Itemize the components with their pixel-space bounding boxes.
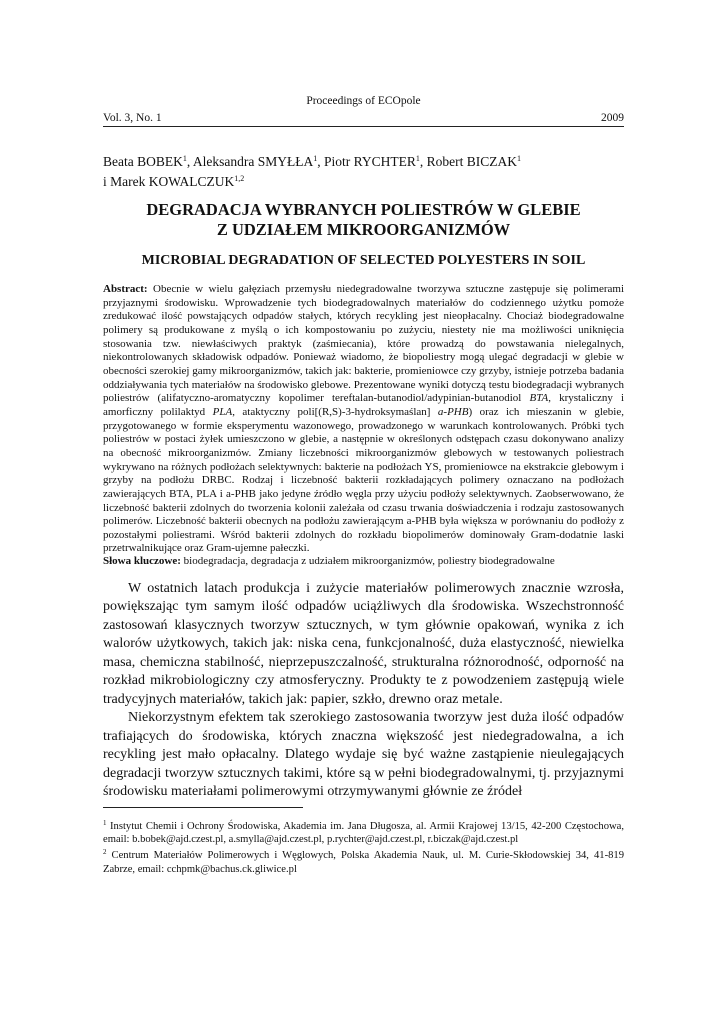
footnotes	[103, 817, 624, 876]
affiliation-mark: 1	[313, 154, 318, 163]
author-name: Marek KOWALCZUK	[110, 174, 235, 189]
abstract	[103, 283, 624, 556]
abstract-term: a-PHB	[437, 405, 469, 418]
title-polish-line: Z UDZIAŁEM MIKROORGANIZMÓW	[216, 220, 511, 239]
footnote-text: Centrum Materiałów Polimerowych i Węglowych, Polska Akademia Nauk, ul. M. Curie-Skłodowskiej 34, 41-819 Zabrze, email: cchpmk@bachus.ck.gliwice.pl	[103, 850, 624, 875]
affiliation-mark: 1	[517, 154, 522, 163]
body-text	[103, 580, 624, 801]
body-paragraph: Niekorzystnym efektem tak szerokiego zastosowania tworzyw jest duża ilość odpadów trafiających do środowiska, których znaczna większość jest niedegradowalna, a ich recykling jest mało opłacalny. Dlatego wydaje się być ważne zastąpienie nieulegających degradacji tworzyw sztucznych takimi, które są w pełni biodegradowalnymi, tj. przyjaznymi środowisku materiałami polimerowymi otrzymywanymi głównie ze źródeł	[103, 710, 624, 799]
affiliation-mark: 1	[415, 154, 420, 163]
body-paragraph: W ostatnich latach produkcja i zużycie materiałów polimerowych znacznie wzrosła, powiększając tym samym ilość odpadów uciążliwych dla środowiska. Wszechstronność zastosowań klasycznych tworzyw sztucznych, w tym głównie opakowań, wynika z ich walorów użytkowych, takich jak: niska cena, funkcjonalność, duża elastyczność, niewielka masa, chemiczna stabilność, nieprzepuszczalność, strukturalna różnorodność, odporność na rozkład mikrobiologiczny czy atmosferyczny. Produkty te z powodzeniem zastępują wiele tradycyjnych materiałów, takich jak: papier, szkło, drewno oraz metale.	[103, 581, 624, 707]
author-conjunction: i	[103, 174, 107, 189]
author-name: Piotr RYCHTER	[324, 154, 416, 169]
title-polish-line: DEGRADACJA WYBRANYCH POLIESTRÓW W GLEBIE	[146, 200, 581, 219]
abstract-text: , ataktyczny poli[(R,S)-3-hydroksymaślan]	[232, 405, 438, 418]
abstract-text: , krystaliczny i amorficzny polilaktyd	[103, 392, 624, 418]
volume-line	[103, 112, 624, 127]
keywords	[103, 555, 624, 568]
abstract-label: Abstract:	[103, 283, 148, 295]
author-name: Aleksandra SMYŁŁA	[192, 154, 314, 169]
publication-year: 2009	[601, 112, 624, 124]
title-english: MICROBIAL DEGRADATION OF SELECTED POLYESTERS IN SOIL	[141, 253, 586, 268]
abstract-term: PLA	[212, 405, 233, 418]
abstract-term: BTA	[529, 392, 549, 405]
author-name: Beata BOBEK	[103, 154, 183, 169]
footnote	[103, 846, 624, 875]
keywords-label: Słowa kluczowe:	[103, 555, 181, 567]
volume-number: Vol. 3, No. 1	[103, 112, 162, 124]
affiliation-mark: 1	[182, 154, 187, 163]
footnote-rule	[103, 807, 303, 808]
affiliation-mark: 1,2	[234, 174, 245, 183]
abstract-text: Obecnie w wielu gałęziach przemysłu niedegradowalne tworzywa sztuczne zastępuje się polimerami przyjaznymi środowisku. Wprowadzenie tych biodegradowalnych materiałów do codziennego użytku pomoże zredukować ilość powstających odpadów stałych, których recykling jest nieopłacalny. Chociaż biodegradowalne polimery są produkowane z myślą o ich kompostowaniu po zużyciu, niestety nie ma możliwości uniknięcia stosowania tzw. niewłaściwych praktyk (zaśmiecania), które prowadzą do powstawania nielegalnych, niekontrolowanych składowisk odpadów. Ponieważ wiadomo, że biopoliestry mogą ulegać degradacji w glebie w obecności szerokiej gamy mikroorganizmów, takich jak: bakterie, promieniowce czy grzyby, istnieje potrzeba badania oddziaływania tych materiałów na środowisko glebowe. Prezentowane wyniki dotyczą testu biodegradacji wybranych poliestrów (alifatyczno-aromatyczny kopolimer tereftalan-butanodiol/adypinian-butanodiol	[103, 283, 624, 405]
author-name: Robert BICZAK	[426, 154, 518, 169]
footnote-mark: 2	[103, 848, 107, 857]
keywords-text: biodegradacja, degradacja z udziałem mikroorganizmów, poliestry biodegradowalne	[180, 555, 555, 567]
abstract-text: ) oraz ich mieszanin w glebie, przygotowanego w formie eksperymentu wazonowego, prowadzonego w warunkach kontrolowanych. Próbki tych poliestrów w postaci żyłek umieszczono w glebie, a następnie w określonych odstępach czasu dokonywano analizy na obecność mikroorganizmów. Zmiany liczebności mikroorganizmów glebowych w testowanych poliestrach wykrywano na różnych podłożach selektywnych: bakterie na podłożach YS, promieniowce na ekstrakcie glebowym i grzyby na podłożu DRBC. Rodzaj i liczebność bakterii rozkładających polimery oznaczano na podłożach zawierających BTA, PLA i a-PHB jako jedyne źródło węgla przy użyciu podłoży selektywnych. Zaobserwowano, że liczebność bakterii zdolnych do tworzenia kolonii zależała od czasu trwania doświadczenia i rodzaju zastosowanych polimerów. Liczebność bakterii obecnych na podłożu zawierającym a-PHB była większa w porównaniu do podłoży z pozostałymi poliestrami. Wśród bakterii zdolnych do rozkładu biopolimerów dominowały Gram-dodatnie laski przetrwalnikujące oraz Gram-ujemne pałeczki.	[103, 405, 624, 555]
running-head: Proceedings of ECOpole	[306, 95, 421, 107]
footnote-text: Instytut Chemii i Ochrony Środowiska, Akademia im. Jana Długosza, al. Armii Krajowej 13/15, 42-200 Częstochowa, email: b.bobek@ajd.czest.pl, a.smylla@ajd.czest.pl, p.rychter@ajd.czest.pl, r.biczak@ajd.czest.pl	[103, 821, 624, 846]
author-list: Beata BOBEK$^1$, Aleksandra SMYŁŁA$^1$, Piotr RYCHTER$^1$, Robert BICZAK$^1$ i Marek KOWALCZUK$^{1,2}$	[103, 154, 522, 189]
title-polish	[103, 200, 624, 240]
footnote-mark: 1	[103, 819, 107, 827]
footnote	[103, 817, 624, 846]
